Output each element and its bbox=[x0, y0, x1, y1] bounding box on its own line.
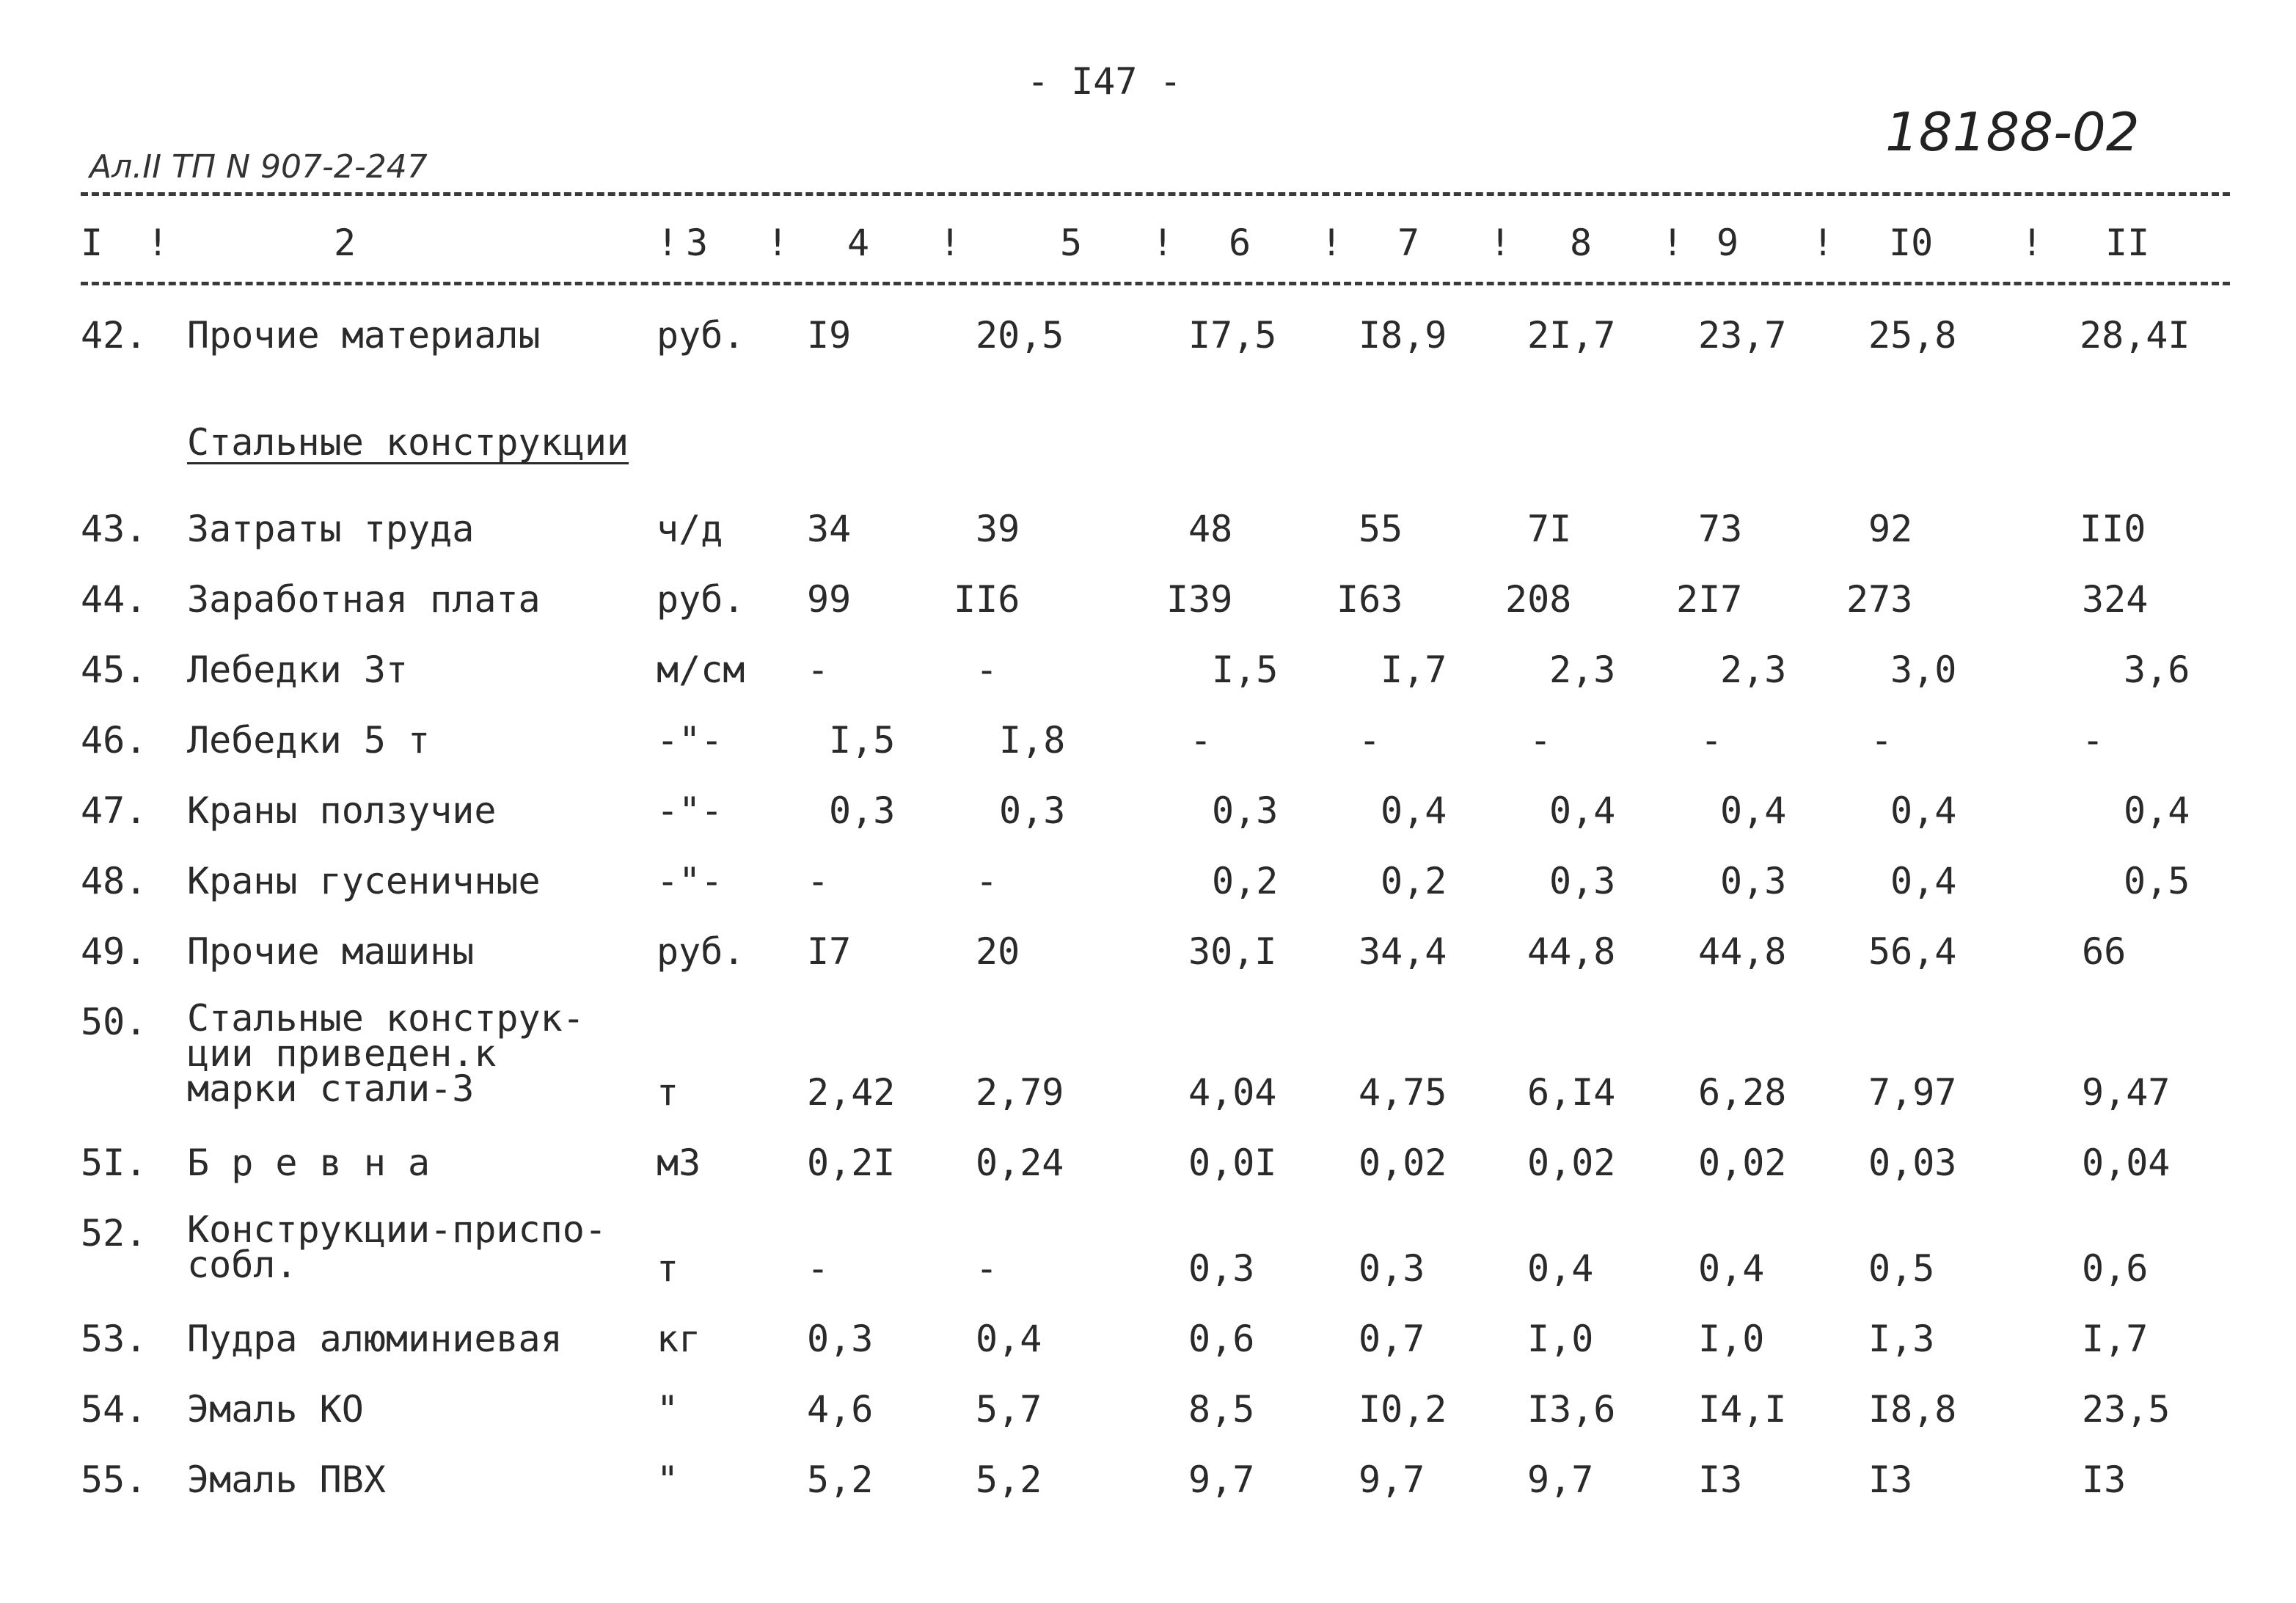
value-col-10: 0,4 bbox=[1890, 789, 1957, 832]
value-col-6: 0,3 bbox=[1188, 1247, 1255, 1290]
value-col-9: 6,28 bbox=[1698, 1071, 1787, 1114]
row-number: 47. bbox=[81, 789, 147, 832]
row-name-line: ции приведен.к bbox=[187, 1032, 497, 1075]
value-col-8: 208 bbox=[1505, 578, 1572, 621]
value-col-11: 28,4I bbox=[2080, 314, 2190, 357]
header-col-7: 7 bbox=[1397, 222, 1420, 264]
row-number: 44. bbox=[81, 578, 147, 621]
column-separator: ! bbox=[939, 222, 962, 264]
header-col-9: 9 bbox=[1716, 222, 1739, 264]
value-col-11: 66 bbox=[2082, 930, 2127, 973]
value-col-10: I8,8 bbox=[1868, 1388, 1957, 1431]
value-col-4: I9 bbox=[807, 314, 852, 357]
value-col-5: - bbox=[976, 1247, 998, 1290]
value-col-6: 8,5 bbox=[1188, 1388, 1255, 1431]
value-col-11: 3,6 bbox=[2124, 649, 2190, 691]
row-number: 53. bbox=[81, 1318, 147, 1360]
value-col-10: 3,0 bbox=[1890, 649, 1957, 691]
value-col-5: 39 bbox=[976, 508, 1020, 550]
value-col-7: I0,2 bbox=[1359, 1388, 1447, 1431]
value-col-4: - bbox=[807, 1247, 830, 1290]
value-col-8: I3,6 bbox=[1527, 1388, 1616, 1431]
column-separator: ! bbox=[1812, 222, 1835, 264]
value-col-4: 99 bbox=[807, 578, 852, 621]
row-name-line: марки стали-3 bbox=[187, 1067, 475, 1110]
value-col-9: I3 bbox=[1698, 1458, 1743, 1501]
section-title: Стальные конструкции bbox=[187, 421, 629, 464]
value-col-4: 0,3 bbox=[829, 789, 896, 832]
value-col-5: - bbox=[976, 860, 998, 902]
row-unit: кг bbox=[657, 1318, 701, 1360]
value-col-5: 2,79 bbox=[976, 1071, 1064, 1114]
value-col-9: 23,7 bbox=[1698, 314, 1787, 357]
header-col-6: 6 bbox=[1229, 222, 1251, 264]
header-col-2: 2 bbox=[334, 222, 357, 264]
value-col-5: 0,4 bbox=[976, 1318, 1042, 1360]
value-col-5: I,8 bbox=[999, 719, 1066, 762]
value-col-7: 0,4 bbox=[1381, 789, 1447, 832]
value-col-9: 73 bbox=[1698, 508, 1743, 550]
row-name: Заработная плата bbox=[187, 578, 541, 621]
value-col-10: 0,03 bbox=[1868, 1142, 1957, 1184]
row-unit: руб. bbox=[657, 578, 745, 621]
value-col-8: 0,4 bbox=[1527, 1247, 1594, 1290]
handwritten-document-code: 18188-02 bbox=[1885, 101, 2140, 163]
value-col-10: 0,5 bbox=[1868, 1247, 1935, 1290]
value-col-8: I,0 bbox=[1527, 1318, 1594, 1360]
value-col-11: 0,5 bbox=[2124, 860, 2190, 902]
header-top-rule bbox=[81, 192, 2230, 196]
row-number: 52. bbox=[81, 1212, 147, 1255]
value-col-10: I3 bbox=[1868, 1458, 1913, 1501]
value-col-9: I,0 bbox=[1698, 1318, 1765, 1360]
value-col-5: 5,7 bbox=[976, 1388, 1042, 1431]
value-col-10: I,3 bbox=[1868, 1318, 1935, 1360]
row-name-line: Конструкции-приспо- bbox=[187, 1208, 607, 1251]
row-unit: " bbox=[657, 1458, 679, 1501]
value-col-6: 30,I bbox=[1188, 930, 1277, 973]
row-name: Затраты труда bbox=[187, 508, 475, 550]
value-col-10: 7,97 bbox=[1868, 1071, 1957, 1114]
value-col-4: 0,2I bbox=[807, 1142, 896, 1184]
value-col-9: 0,3 bbox=[1720, 860, 1787, 902]
row-name: Прочие материалы bbox=[187, 314, 541, 357]
value-col-8: 6,I4 bbox=[1527, 1071, 1616, 1114]
value-col-4: 5,2 bbox=[807, 1458, 874, 1501]
column-separator: ! bbox=[1661, 222, 1684, 264]
row-unit: -"- bbox=[657, 860, 723, 902]
value-col-7: I63 bbox=[1337, 578, 1403, 621]
value-col-9: 0,4 bbox=[1720, 789, 1787, 832]
row-unit: -"- bbox=[657, 719, 723, 762]
row-name: Эмаль ПВХ bbox=[187, 1458, 386, 1501]
row-name: Краны ползучие bbox=[187, 789, 497, 832]
value-col-4: - bbox=[807, 860, 830, 902]
value-col-8: 0,3 bbox=[1549, 860, 1616, 902]
value-col-9: 2I7 bbox=[1676, 578, 1743, 621]
row-unit: т bbox=[657, 1247, 679, 1290]
value-col-5: 20 bbox=[976, 930, 1020, 973]
row-number: 55. bbox=[81, 1458, 147, 1501]
row-number: 50. bbox=[81, 1001, 147, 1043]
value-col-9: 0,02 bbox=[1698, 1142, 1787, 1184]
header-col-5: 5 bbox=[1060, 222, 1083, 264]
row-number: 45. bbox=[81, 649, 147, 691]
column-separator: ! bbox=[147, 222, 169, 264]
value-col-4: I7 bbox=[807, 930, 852, 973]
value-col-7: 0,2 bbox=[1381, 860, 1447, 902]
value-col-10: 0,4 bbox=[1890, 860, 1957, 902]
value-col-7: - bbox=[1359, 719, 1381, 762]
header-col-1: I bbox=[81, 222, 103, 264]
value-col-5: 0,24 bbox=[976, 1142, 1064, 1184]
header-col-11: II bbox=[2105, 222, 2150, 264]
value-col-11: II0 bbox=[2080, 508, 2146, 550]
header-col-4: 4 bbox=[847, 222, 870, 264]
header-col-3: 3 bbox=[686, 222, 709, 264]
value-col-11: 324 bbox=[2082, 578, 2149, 621]
value-col-8: 0,02 bbox=[1527, 1142, 1616, 1184]
column-separator: ! bbox=[2021, 222, 2044, 264]
row-name-line: Стальные конструк- bbox=[187, 997, 585, 1040]
value-col-6: - bbox=[1190, 719, 1213, 762]
value-col-5: 5,2 bbox=[976, 1458, 1042, 1501]
value-col-5: 0,3 bbox=[999, 789, 1066, 832]
value-col-6: 0,6 bbox=[1188, 1318, 1255, 1360]
value-col-11: 9,47 bbox=[2082, 1071, 2171, 1114]
row-name: Прочие машины bbox=[187, 930, 475, 973]
value-col-10: 25,8 bbox=[1868, 314, 1957, 357]
value-col-9: - bbox=[1700, 719, 1723, 762]
header-col-10: I0 bbox=[1889, 222, 1934, 264]
value-col-10: 273 bbox=[1846, 578, 1913, 621]
row-unit: ч/д bbox=[657, 508, 723, 550]
row-number: 42. bbox=[81, 314, 147, 357]
header-col-8: 8 bbox=[1570, 222, 1593, 264]
row-name: Лебедки 5 т bbox=[187, 719, 431, 762]
value-col-8: 7I bbox=[1527, 508, 1572, 550]
row-name: Пудра алюминиевая bbox=[187, 1318, 563, 1360]
row-name: Лебедки 3т bbox=[187, 649, 409, 691]
page-number: - I47 - bbox=[1027, 60, 1182, 103]
value-col-8: - bbox=[1529, 719, 1552, 762]
column-separator: ! bbox=[1320, 222, 1343, 264]
row-number: 5I. bbox=[81, 1142, 147, 1184]
column-separator: ! bbox=[1152, 222, 1174, 264]
value-col-8: 0,4 bbox=[1549, 789, 1616, 832]
row-name-line: собл. bbox=[187, 1244, 298, 1286]
value-col-4: 4,6 bbox=[807, 1388, 874, 1431]
value-col-7: 0,3 bbox=[1359, 1247, 1425, 1290]
row-number: 48. bbox=[81, 860, 147, 902]
value-col-9: I4,I bbox=[1698, 1388, 1787, 1431]
value-col-8: 2,3 bbox=[1549, 649, 1616, 691]
row-number: 49. bbox=[81, 930, 147, 973]
value-col-9: 2,3 bbox=[1720, 649, 1787, 691]
value-col-7: 0,7 bbox=[1359, 1318, 1425, 1360]
value-col-10: 92 bbox=[1868, 508, 1913, 550]
album-reference: Ал.II ТП N 907-2-247 bbox=[89, 148, 428, 186]
row-unit: руб. bbox=[657, 930, 745, 973]
value-col-6: I39 bbox=[1166, 578, 1233, 621]
value-col-7: 34,4 bbox=[1359, 930, 1447, 973]
value-col-11: I,7 bbox=[2082, 1318, 2149, 1360]
row-number: 46. bbox=[81, 719, 147, 762]
row-unit: руб. bbox=[657, 314, 745, 357]
value-col-6: I,5 bbox=[1212, 649, 1279, 691]
header-bottom-rule bbox=[81, 282, 2230, 285]
value-col-7: 4,75 bbox=[1359, 1071, 1447, 1114]
value-col-7: 55 bbox=[1359, 508, 1403, 550]
value-col-6: 0,2 bbox=[1212, 860, 1279, 902]
row-number: 54. bbox=[81, 1388, 147, 1431]
value-col-9: 0,4 bbox=[1698, 1247, 1765, 1290]
value-col-5: II6 bbox=[954, 578, 1020, 621]
row-name: Эмаль КО bbox=[187, 1388, 364, 1431]
value-col-10: 56,4 bbox=[1868, 930, 1957, 973]
row-unit: т bbox=[657, 1071, 679, 1114]
value-col-11: 23,5 bbox=[2082, 1388, 2171, 1431]
row-number: 43. bbox=[81, 508, 147, 550]
value-col-6: 0,3 bbox=[1212, 789, 1279, 832]
value-col-6: I7,5 bbox=[1188, 314, 1277, 357]
value-col-7: 0,02 bbox=[1359, 1142, 1447, 1184]
value-col-7: I,7 bbox=[1381, 649, 1447, 691]
value-col-4: 2,42 bbox=[807, 1071, 896, 1114]
value-col-6: 9,7 bbox=[1188, 1458, 1255, 1501]
column-separator: ! bbox=[657, 222, 679, 264]
value-col-7: 9,7 bbox=[1359, 1458, 1425, 1501]
value-col-11: 0,04 bbox=[2082, 1142, 2171, 1184]
value-col-6: 0,0I bbox=[1188, 1142, 1277, 1184]
value-col-4: 0,3 bbox=[807, 1318, 874, 1360]
column-separator: ! bbox=[767, 222, 789, 264]
value-col-11: 0,6 bbox=[2082, 1247, 2149, 1290]
row-unit: м3 bbox=[657, 1142, 701, 1184]
value-col-6: 48 bbox=[1188, 508, 1233, 550]
value-col-7: I8,9 bbox=[1359, 314, 1447, 357]
value-col-11: I3 bbox=[2082, 1458, 2127, 1501]
value-col-10: - bbox=[1871, 719, 1893, 762]
value-col-5: 20,5 bbox=[976, 314, 1064, 357]
value-col-8: 9,7 bbox=[1527, 1458, 1594, 1501]
value-col-5: - bbox=[976, 649, 998, 691]
row-name: Краны гусеничные bbox=[187, 860, 541, 902]
value-col-8: 44,8 bbox=[1527, 930, 1616, 973]
value-col-6: 4,04 bbox=[1188, 1071, 1277, 1114]
value-col-4: 34 bbox=[807, 508, 852, 550]
row-unit: -"- bbox=[657, 789, 723, 832]
value-col-8: 2I,7 bbox=[1527, 314, 1616, 357]
value-col-11: - bbox=[2082, 719, 2105, 762]
column-separator: ! bbox=[1489, 222, 1512, 264]
value-col-4: I,5 bbox=[829, 719, 896, 762]
row-unit: " bbox=[657, 1388, 679, 1431]
value-col-11: 0,4 bbox=[2124, 789, 2190, 832]
value-col-4: - bbox=[807, 649, 830, 691]
row-unit: м/см bbox=[657, 649, 745, 691]
row-name: Б р е в н а bbox=[187, 1142, 431, 1184]
value-col-9: 44,8 bbox=[1698, 930, 1787, 973]
